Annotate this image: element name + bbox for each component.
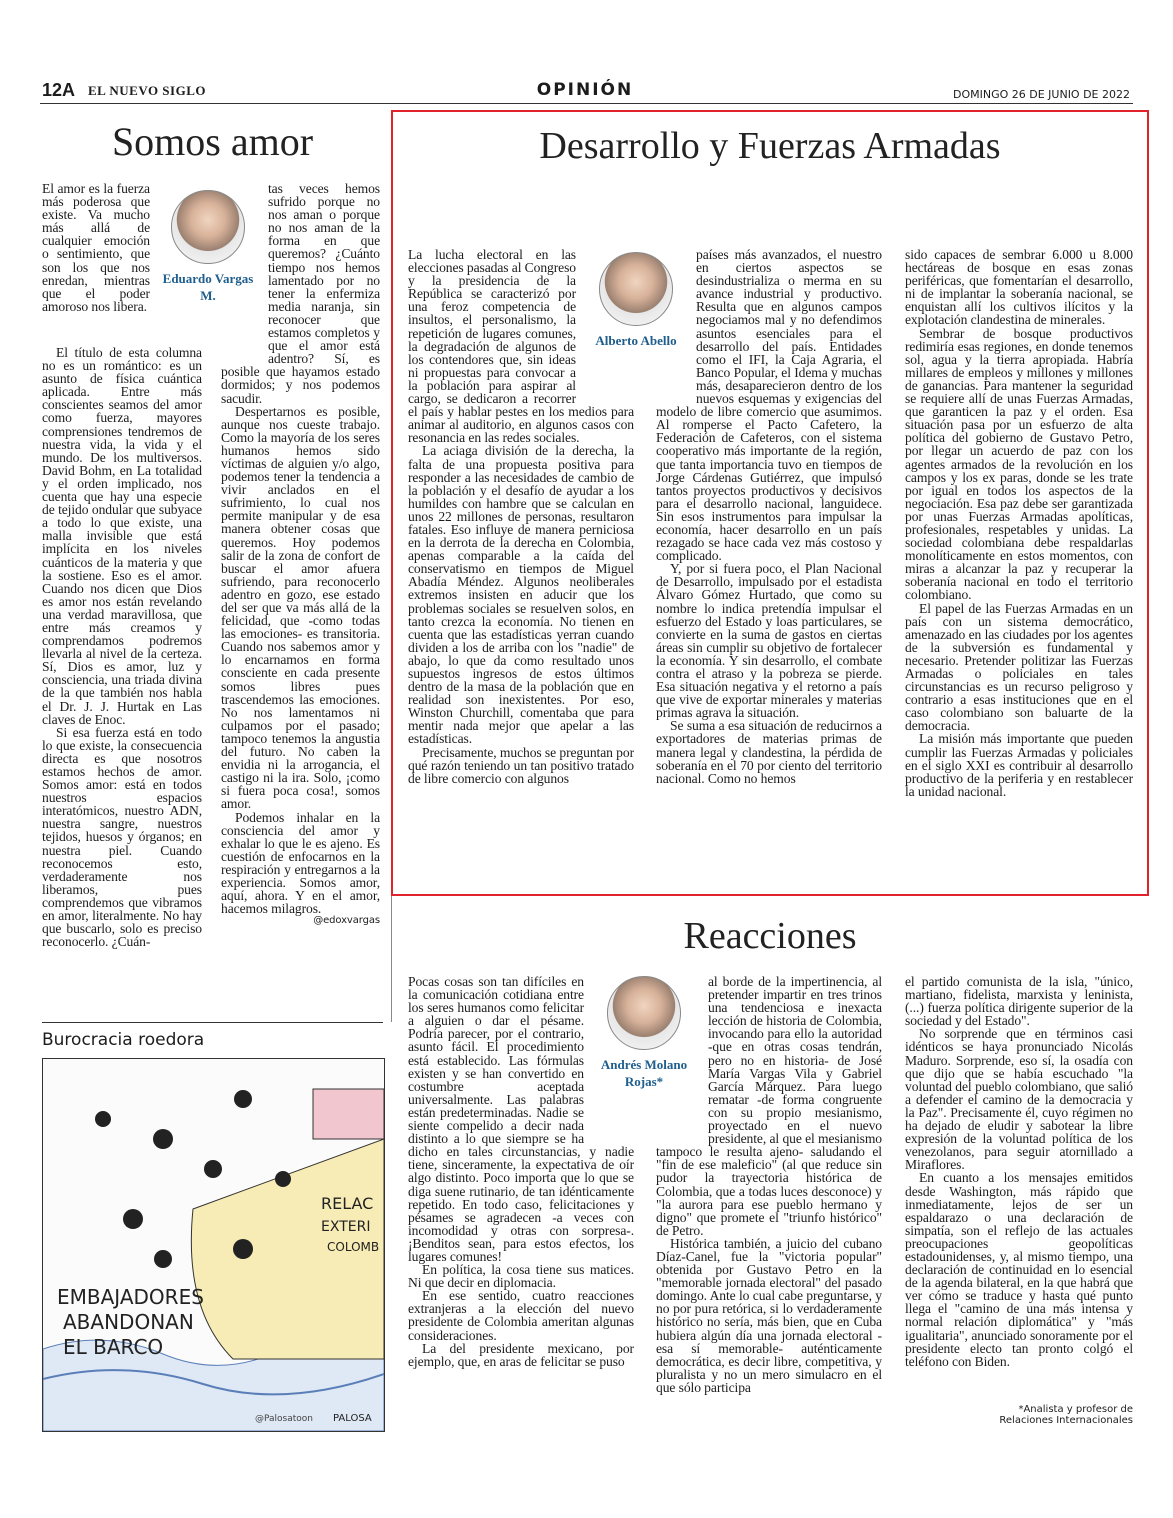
issue-date: DOMINGO 26 DE JUNIO DE 2022 [952,88,1130,101]
col1-p3: Si esa fuerza está en todo lo que existe, la consecuencia directa es que nosotros estamos hechos de amor. Somos amor: está en todos nuestros espacios interatómicos, nuestro ADN, nuestra sangre, nuestros tejidos, huesos y órganos; en nuestra piel. Cuando reconocemos esto, verdaderamente nos liberamos, pues comprendemos que vibramos en amor, literalmente. No hay que buscarlo, solo es preciso reconocerlo. ¿Cuán- [42,724,202,950]
main-p2: La aciaga división de la derecha, la falta de una propuesta positiva para responder a las necesidades de cambio de la población y el desafío de ayudar a los humildes con hambre que se calculan en unos 22 millones de personas, resultaron fatales. Eso influye de manera perniciosa en la derrota de la derecha en Colombia, apenas comparable a la caída del conservatismo en tiempos de Miguel Abadía Méndez. Algunos neoliberales extremos insisten en aducir que los problemas sociales se resuelven solos, en tanto crezca la economía. No tienen en cuenta que las estadísticas yerran cuando dividen a los de arriba con los "nadie" de abajo, lo que da como resultado unos supuestos ingresos de estos últimos dentro de la masa de la población que en realidad son inexistentes. Por eso, Winston Churchill, comentaba que para mentir nada mejor que apelar a las estadísticas. [408,443,634,747]
reac-p5: al borde de la impertinencia, al pretender impartir en tres trinos una tendenciosa e inexacta lección de historia de Colombia, invocando para ello la autoridad -que en otras cosas tendrán, pero no en historia- de José María Vargas Vila y Gabriel García Márquez. Para luego rematar -de forma congruente con su propio mesianismo, proyectado en el nuevo presidente, al que el mesianismo tampoco le resulta ajeno- saludando el "fin de ese maleficio" (al que reduce sin pudor la trayectoria histórica de Colombia, que a todas luces desconoce) y "la aurora para ese pueblo hermano y digno" que promete el "triunfo histórico" de Petro. [656,975,882,1238]
reac-note-line-2: Relaciones Internacionales [999,1415,1133,1426]
main-p5: Y, por si fuera poco, el Plan Nacional de Desarrollo, impulsado por el estadista Álvaro Gómez Hurtado, que como su nombre lo indica pretendía impulsar el esfuerzo del Estado y loas particulares, se convierte en la suma de gastos en ciertas áreas sin cumplir su objetivo de fortalecer la economía. Y sin desarrollo, el combate contra el atraso y la pobreza se pierde. Esa situación negativa y el retorno a país que vive de exportar minerales y materias primas agrava la situación. [656,561,882,721]
col1-p1: El amor es la fuerza más poderosa que existe. Va mucho más allá de cualquier emoción o sentimiento, que son los que nos enredan, mientras que el poder amoroso nos libera. [42,181,150,314]
col1-p5: Despertarnos es posible, aunque nos cueste trabajo. Como la mayoría de los seres humanos hemos sido víctimas de alguien y/o algo, podemos tener la tendencia a vivir anclados en el sufrimiento, lo cual nos permite manipular y de esa manera obtener cosas que queremos. Hoy podemos salir de la zona de confort de buscar el amor afuera sufriendo, para reconocerlo adentro en gozo, ese estado del ser que va más allá de la felicidad, que -como todas las emociones- es transitoria. Cuando nos sabemos amor y lo encarnamos en forma consciente en cada presente somos libres pues trascendemos las emociones. No nos lamentamos ni culpamos por el pasado; tampoco tenemos la angustia del futuro. No caben la envidia ni la arrogancia, el castigo ni la ira. Solo, ¡como si fuera poca cosa!, somos amor. [221,403,380,812]
header-rule [40,103,1133,104]
col1-p6: Podemos inhalar en la consciencia del amor y exhalar lo que le es ajeno. Es cuestión de enfocarnos en la respiración y entregarnos a la experiencia. Somos amor, aquí, ahora. Y en el amor, hacemos milagros. [221,809,380,917]
reac-p3: En ese sentido, cuatro reacciones extranjeras a la elección del nuevo presidente de Colombia ameritan algunas consideraciones. [408,1288,634,1343]
col1-handle: @edoxvargas [313,915,380,927]
col1-text-d [221,182,380,1012]
main-author: Alberto Abello [595,333,677,348]
reac-p1: Pocas cosas son tan difíciles en la comunicación cotidiana entre los seres humanos como felicitar a alguien o dar el pésame. Podría parecer, por el contrario, asunto fácil. El procedimiento está establecido. Las fórmulas existen y se han convertido en costumbre aceptada universalmente. Las palabras están predeterminadas. Nadie se siente compelido a decir nada distinto a lo que siempre se ha dicho en tales circunstancias, y nadie tiene, sinceramente, la expectativa de oír algo distinto. Poco importa que lo que se diga suene rutinario, de tan idénticamente repetido. En todo caso, felicitaciones y pésames se agradecen -a veces con incomodidad y otras con sorpresa-. ¡Benditos sean, para estos efectos, los lugares comunes! [408,975,634,1264]
col1-text-a [42,182,150,313]
main-p7: sido capaces de sembrar 6.000 u 8.000 hectáreas de bosque en esas zonas periféricas, que fomentarían el desarrollo, ni de implantar la soberanía nacional, se enquistan allí los cultivos ilícitos y la explotación clandestina de minerales. [905,248,1133,328]
col1-p2: El título de esta columna no es un romántico: es un asunto de física cuántica aplicada. Entre más conscientes seamos del amor como fuerza, mayores comprensiones tendremos de nuestra vida, la vida y el mundo. De los multiversos. David Bohm, en La totalidad y el orden implicado, nos cuenta que hay una especie de tejido ondular que subyace a todo lo que existe, una malla invisible que está implícita en los niveles cuánticos de la materia y que la sostiene. Eso es el amor. Cuando nos dicen que Dios es amor nos están revelando una verdad maravillosa, que entre más creamos y comprendamos podremos llevarla al nivel de la certeza. Sí, Dios es amor, luz y consciencia, una triada divina de la que también nos habla el Dr. J. J. Hurtak en Las claves de Enoc. [42,346,202,727]
reac-headline: Reacciones [683,915,857,957]
main-p6: Se suma a esa situación de reducirnos a exportadores de materias primas de manera legal y clandestina, la pérdida de soberanía en el 70 por ciento del territorio nacional. Como no hemos [656,718,882,786]
main-p10: La misión más importante que pueden cumplir las Fuerzas Armadas y policiales en el siglo XXI es contribuir al desarrollo productivo de la periferia y en restablecer la unidad nacional. [905,731,1133,799]
reac-col-3 [905,975,1133,1385]
col1-text-b [42,346,202,1036]
cartoon-image [42,1058,385,1432]
main-col-3 [905,248,1133,868]
page-number: 12A [42,80,76,100]
cartoon-text-1: EMBAJADORES [57,1285,204,1309]
reac-author: Andrés Molano Rojas* [600,1057,688,1089]
reac-p6: Histórica también, a juicio del cubano Díaz-Canel, fue la "victoria popular" obtenida por Gustavo Petro en la "memorable jornada electoral" del pasado domingo. Ante lo cual cabe preguntarse, y no por pura retórica, si lo verdaderamente histórico no sería, más bien, que en Cuba hubiera algún día una jornada electoral -esa sí memorable- auténticamente democrática, es decir libre, competitiva, y pluralista y no un mero simulacro en el que sólo participa [656,1235,882,1395]
reac-note-line-1: *Analista y profesor de [1018,1404,1133,1415]
cartoon-text-2: RELAC [321,1194,374,1213]
main-col-2 [656,248,882,868]
cartoon-credit: @Palosatoon [255,1414,313,1424]
cartoon-drawing [43,1059,384,1431]
svg-text:EL BARCO: EL BARCO [63,1335,164,1359]
reac-col-2 [656,975,882,1430]
svg-text:COLOMB: COLOMB [327,1240,380,1254]
reac-p7: el partido comunista de la isla, "único, martiano, fidelista, marxista y leninista, (...) fuerza política dirigente superior de la sociedad y del Estado". [905,975,1133,1029]
main-p9: El papel de las Fuerzas Armadas en un país con un sistema democrático, amenazado en las ciudades por los agentes de la subversión es fundamental y necesario. Pretender politizar las Fuerzas Armadas o policiales en tales circunstancias es un recurso peligroso y contrario a esas instituciones que en el caso colombiano son baluarte de la democracia. [905,600,1133,734]
main-p4: países más avanzados, el nuestro en ciertos aspectos se desindustrializa o merma en su avance industrial y productivo. Resulta que en algunos campos negociamos mal y no defendimos asuntos esenciales para el desarrollo del país. Entidades como el IFI, la Caja Agraria, el Banco Popular, el Idema y muchas más, desaparecieron dentro de los nuevos esquemas y exigencias del modelo de libre comercio que asumimos. Al romperse el Pacto Cafetero, la Federación de Cafeteros, con el sistema cooperativo más importante de la región, que tanta importancia tuvo en tiempos de Jorge Cárdenas Gutiérrez, que impulsó tantos proyectos productivos y decisivos para el desarrollo nacional, languidece. Sin esos instrumentos para impulsar la economía, hacer desarrollo en un país rezagado se hace cada vez más costoso y complicado. [656,248,882,564]
col1-p4: tas veces hemos sufrido porque no nos aman o porque no nos aman de la forma en que queremos? ¿Cuánto tiempo nos hemos lamentado por no tener la enfermiza media naranja, sin reconocer que estamos completos y que el amor está adentro? Sí, es posible que hayamos estado dormidos; y nos podemos sacudir. [221,182,380,406]
reac-p8: No sorprende que en términos casi idénticos se haya pronunciado Nicolás Maduro. Sorprende, eso sí, la osadía con que dijo que se había escuchado "la voluntad del pueblo colombiano, que salió a defender el camino de la democracia y la Paz". Precisamente él, cuyo régimen no ha dejado de eludir y sabotear la libre expresión de la voluntad política de los venezolanos, para seguir atornillado a Miraflores. [905,1026,1133,1173]
svg-text:ABANDONAN: ABANDONAN [63,1310,194,1334]
reac-p9: En cuanto a los mensajes emitidos desde Washington, más rápido que inmediatamente, lejos de ser un espaldarazo o una declaración de simpatía, son el reflejo de las actuales preocupaciones geopolíticas estadounidenses, y, al mismo tiempo, una declaración de continuidad en lo esencial de la agenda bilateral, en la que habrá que ver cómo se traduce y hasta qué punto llega el "camino de una más intensa y normal relación diplomática" y "más igualitaria", anunciado sonoramente por el presidente electo tan pronto colgó el teléfono con Biden. [905,1170,1133,1369]
newspaper-name: EL NUEVO SIGLO [88,83,206,98]
section-title: OPINIÓN [536,80,634,100]
col1-author: Eduardo Vargas M. [162,271,254,303]
main-p1: La lucha electoral en las elecciones pasadas al Congreso y la presidencia de la República se caracterizó por una feroz competencia de insultos, el personalismo, la repetición de lugares comunes, la degradación de algunos de los contendores que, sin ideas ni propuestas para convocar a la población para aspirar al cargo, se dedicaron a recorrer el país y hablar pestes en los medios para animar al auditorio, en algunos casos con resonancia en las redes sociales. [408,248,634,446]
col1-headline: Somos amor [111,119,314,164]
main-headline: Desarrollo y Fuerzas Armadas [539,125,1001,167]
main-p3: Precisamente, muchos se preguntan por qué razón teniendo un tan positivo tratado de libre comercio con algunos [408,744,634,786]
cartoon-signature: PALOSA [333,1413,372,1424]
reac-p2: En política, la cosa tiene sus matices. Ni que decir en diplomacia. [408,1262,634,1291]
cartoon-rule [42,1022,383,1023]
svg-text:EXTERI: EXTERI [321,1219,371,1235]
reac-p4: La del presidente mexicano, por ejemplo, que, en aras de felicitar se puso [408,1340,634,1369]
reac-author-note [905,1404,1133,1426]
main-p8: Sembrar de bosque productivos redimiría esas regiones, en donde tenemos sol, agua y la tierra apropiada. Habría millares de empleos y millones y millones de ganancias. Para mantener la seguridad se requiere allí de unas Fuerzas Armadas, que garanticen la paz y el orden. Esa situación pasa por un esfuerzo de alta política del gobierno de Gustavo Petro, por llegar un acuerdo de paz con los agentes armados de la revolución en los campos y los ex paras, donde se les trate por igual en todos los aspectos de la negociación. Esa paz debe ser garantizada por unas Fuerzas Armadas apolíticas, profesionales, respetables y unidas. La sociedad colombiana debe respaldarlas monolíticamente en estos momentos, con miras a alcanzar la paz y recuperar la soberanía nacional en todo el territorio colombiano. [905,325,1133,603]
cartoon-title: Burocracia roedora [42,1030,205,1050]
